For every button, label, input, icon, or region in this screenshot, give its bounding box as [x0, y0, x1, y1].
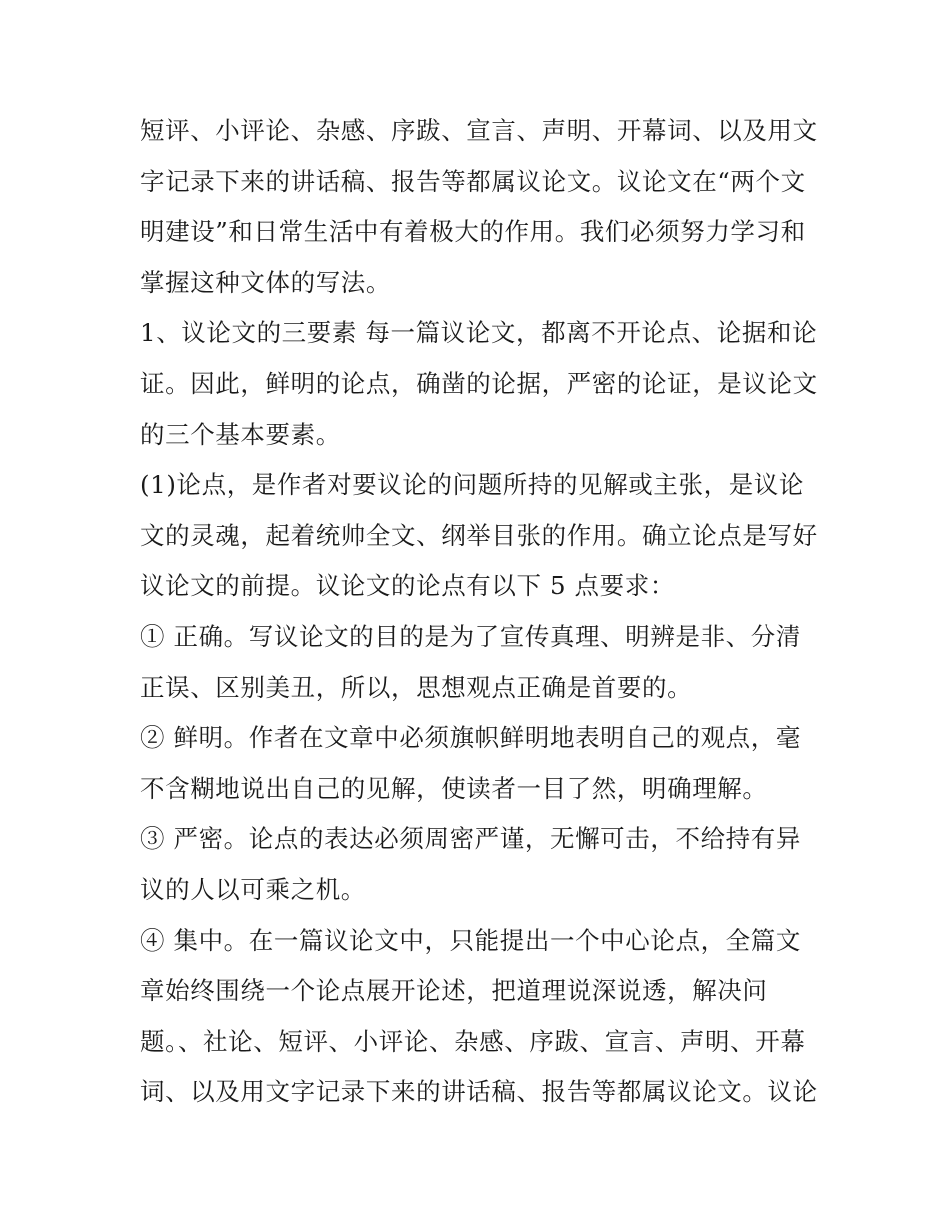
text-line: 1、议论文的三要素 每一篇议论文，都离不开论点、论据和论: [140, 318, 818, 348]
text-line: ③ 严密。论点的表达必须周密严谨，无懈可击，不给持有异: [140, 824, 801, 854]
text-line: ① 正确。写议论文的目的是为了宣传真理、明辨是非、分清: [140, 621, 801, 651]
text-line: 正误、区别美丑，所以，思想观点正确是首要的。: [140, 672, 693, 702]
text-line: ④ 集中。在一篇议论文中，只能提出一个中心论点，全篇文: [140, 925, 801, 955]
text-line: 掌握这种文体的写法。: [140, 267, 391, 297]
text-line: (1)论点，是作者对要议论的问题所持的见解或主张，是议论: [140, 470, 805, 500]
text-line: 议的人以可乘之机。: [140, 874, 366, 904]
text-line: 文的灵魂，起着统帅全文、纲举目张的作用。确立论点是写好: [140, 520, 818, 550]
text-line: 的三个基本要素。: [140, 419, 341, 449]
text-line: 议论文的前提。议论文的论点有以下 5 点要求：: [140, 571, 675, 601]
text-line: 短评、小评论、杂感、序跋、宣言、声明、开幕词、以及用文: [140, 116, 818, 145]
text-line: ② 鲜明。作者在文章中必须旗帜鲜明地表明自己的观点，毫: [140, 723, 801, 753]
document-body: [140, 106, 820, 1118]
text-line: 章始终围绕一个论点展开论述，把道理说深说透，解决问: [140, 976, 768, 1006]
text-line: 题。、社论、短评、小评论、杂感、序跋、宣言、声明、开幕: [140, 1026, 806, 1056]
text-line: 字记录下来的讲话稿、报告等都属议论文。议论文在“两个文: [140, 166, 806, 196]
text-line: 证。因此，鲜明的论点，确凿的论据，严密的论证，是议论文: [140, 368, 818, 398]
text-line: 明建设”和日常生活中有着极大的作用。我们必须努力学习和: [140, 217, 806, 247]
text-line: 不含糊地说出自己的见解，使读者一目了然，明确理解。: [140, 773, 768, 803]
text-line: 词、以及用文字记录下来的讲话稿、报告等都属议论文。议论: [140, 1077, 818, 1107]
